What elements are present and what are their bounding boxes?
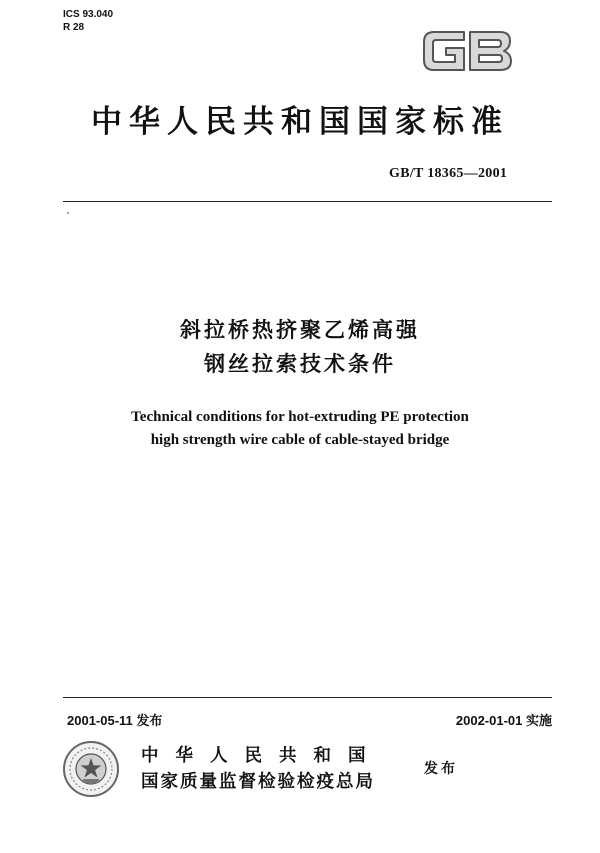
gb-logo [418, 24, 516, 78]
classification-codes [63, 8, 113, 34]
effective-date: 2002-01-01 实施 [455, 713, 552, 728]
issuer-agency: 国家质量监督检验检疫总局 [141, 772, 375, 792]
scan-speck [67, 212, 69, 214]
chinese-title-line-1: 斜拉桥热挤聚乙烯高强 [180, 318, 420, 342]
standard-title: 中华人民共和国国家标准 [91, 104, 509, 140]
header-divider [63, 201, 552, 202]
ics-code: ICS 93.040 [63, 9, 114, 20]
standard-number: GB/T 18365—2001 [389, 166, 508, 181]
issue-date: 2001-05-11 发布 [67, 713, 163, 728]
footer-divider [63, 697, 552, 698]
english-title-line-2: high strength wire cable of cable-stayed bridge [150, 432, 450, 448]
ccs-code: R 28 [63, 22, 85, 33]
issuer-country: 中华人民共和国 [141, 746, 383, 766]
national-emblem-seal [62, 740, 120, 798]
english-title-line-1: Technical conditions for hot-extruding PE protection [131, 409, 469, 425]
chinese-title-line-2: 钢丝拉索技术条件 [204, 352, 396, 376]
issuer-action: 发布 [424, 761, 458, 777]
